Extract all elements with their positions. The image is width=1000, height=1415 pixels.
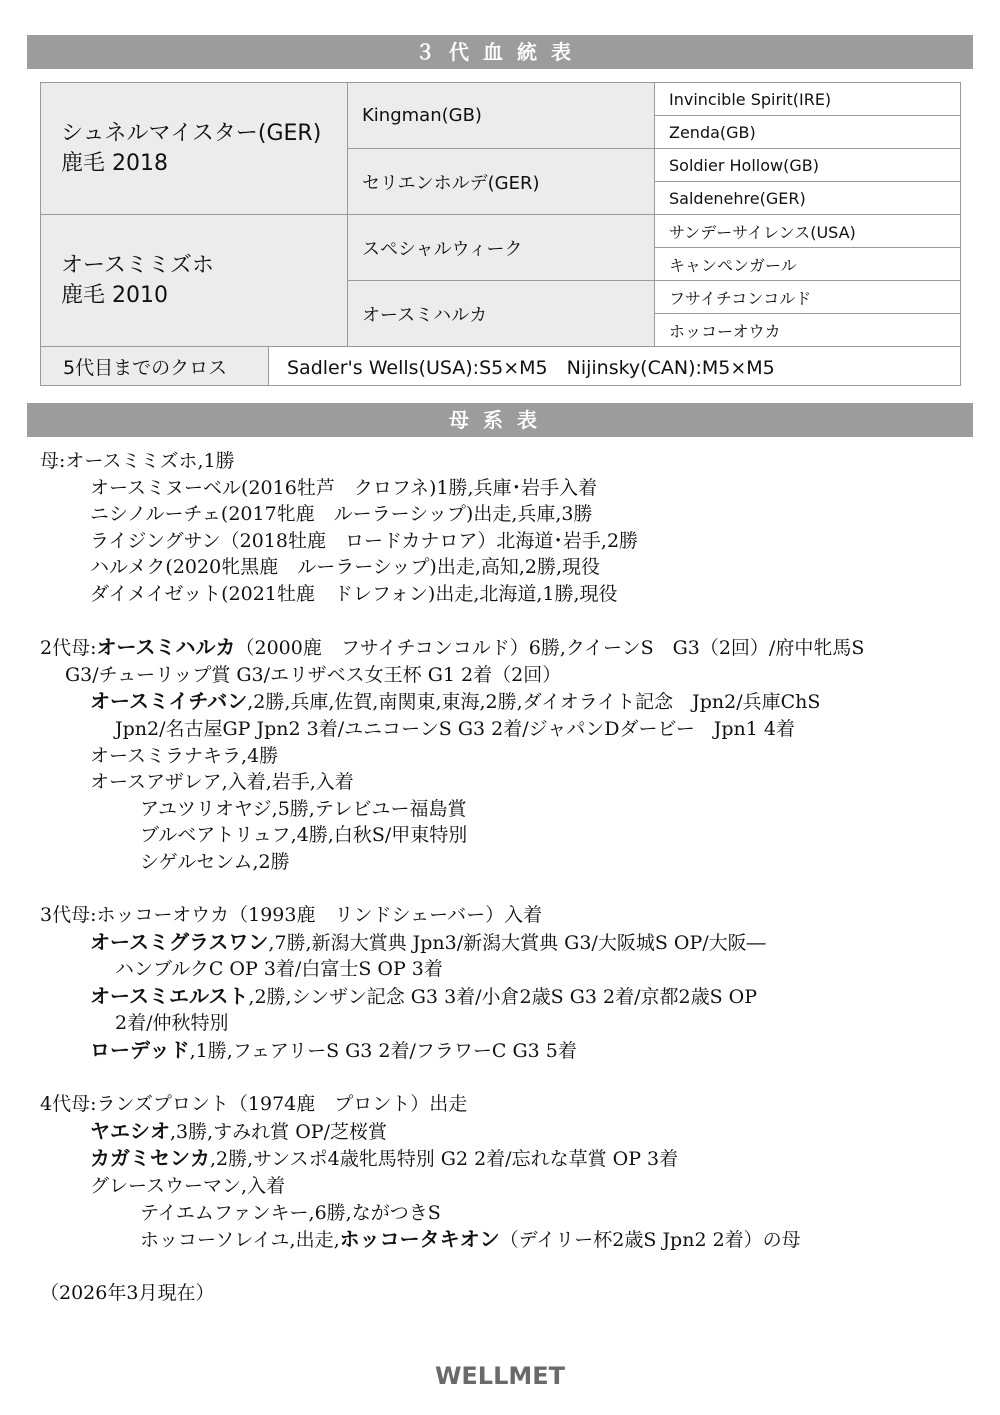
third-dam-offspring: [40, 1037, 970, 1065]
sire-cell: [41, 83, 348, 215]
sire-dam: セリエンホルデ(GER): [348, 149, 655, 215]
second-dam-offspring: [40, 688, 970, 716]
grand-offspring: ブルベアトリュフ,4勝,白秋S/甲東特別: [140, 824, 468, 847]
dam-offspring: ハルメク(2020牝黒鹿 ルーラーシップ)出走,高知,2勝,現役: [90, 556, 601, 579]
second-dam-offspring: オースミラナキラ,4勝: [90, 744, 279, 767]
third-dam-header: 3代母:ホッコーオウカ（1993鹿 リンドシェーバー）入着: [40, 904, 543, 927]
g3-ancestor: Invincible Spirit(IRE): [655, 83, 961, 116]
grand-offspring-record: ホッコーソレイユ,出走,: [140, 1229, 340, 1252]
offspring-record: ,2勝,シンザン記念 G3 3着/小倉2歳S G3 2着/京都2歳S OP: [248, 985, 757, 1008]
g3-ancestor: Saldenehre(GER): [655, 182, 961, 215]
dam-offspring: ニシノルーチェ(2017牝鹿 ルーラーシップ)出走,兵庫,3勝: [90, 503, 593, 526]
fourth-dam-header: 4代母:ランズプロント（1974鹿 プロント）出走: [40, 1093, 468, 1116]
dam-offspring: ダイメイゼット(2021牡鹿 ドレフォン)出走,北海道,1勝,現役: [90, 582, 618, 605]
cross-value: Sadler's Wells(USA):S5×M5 Nijinsky(CAN):M5×M5: [269, 347, 961, 386]
dam-dam: オースミハルカ: [348, 281, 655, 347]
second-dam-header: [40, 634, 970, 662]
third-dam-offspring: [40, 983, 970, 1011]
dam-cell: [41, 215, 348, 347]
offspring-name: ホッコータキオン: [339, 1227, 500, 1252]
cross-label: 5代目までのクロス: [41, 347, 269, 386]
sire-info: 鹿毛 2018: [61, 150, 168, 176]
grand-offspring: テイエムファンキー,6勝,ながつきS: [140, 1201, 441, 1224]
female-line-section-title: 母系表: [27, 403, 973, 437]
fourth-dam-offspring: [40, 1118, 970, 1146]
offspring-name: ヤエシオ: [90, 1118, 170, 1143]
second-dam-name: オースミハルカ: [96, 635, 236, 660]
grand-offspring: シゲルセンム,2勝: [140, 850, 290, 873]
pedigree-section-title: ３代血統表: [27, 35, 973, 69]
wellmet-logo: WELLMET: [434, 1362, 566, 1390]
dam-name: オースミミズホ: [61, 252, 214, 278]
female-line: [40, 448, 970, 1307]
second-dam-offspring: オースアザレア,入着,岩手,入着: [90, 771, 354, 794]
g3-ancestor: フサイチコンコルド: [655, 281, 961, 314]
second-dam-record-cont: G3/チューリップ賞 G3/エリザベス女王杯 G1 2着（2回）: [65, 663, 562, 686]
fourth-dam-offspring: [40, 1145, 970, 1173]
offspring-record: ,3勝,すみれ賞 OP/芝桜賞: [170, 1120, 387, 1143]
dam-offspring: ライジングサン（2018牡鹿 ロードカナロア）北海道･岩手,2勝: [90, 529, 639, 552]
offspring-record: （デイリー杯2歳S Jpn2 2着）の母: [499, 1229, 801, 1252]
fourth-dam-offspring: グレースウーマン,入着: [90, 1175, 286, 1198]
grand-offspring: [40, 1226, 970, 1254]
sire-sire: Kingman(GB): [348, 83, 655, 149]
generation-prefix: 2代母:: [40, 637, 97, 660]
offspring-record: ,7勝,新潟大賞典 Jpn3/新潟大賞典 G3/大阪城S OP/大阪―: [268, 931, 766, 954]
sire-name: シュネルマイスター(GER): [61, 120, 322, 146]
grand-offspring: アユツリオヤジ,5勝,テレビユー福島賞: [140, 797, 467, 820]
offspring-record-cont: Jpn2/名古屋GP Jpn2 3着/ユニコーンS G3 2着/ジャパンDダービー Jpn1 4着: [115, 717, 795, 740]
offspring-name: ローデッド: [90, 1038, 190, 1063]
second-dam-record: （2000鹿 フサイチコンコルド）6勝,クイーンS G3（2回）/府中牝馬S: [235, 637, 865, 660]
g3-ancestor: ホッコーオウカ: [655, 314, 961, 347]
offspring-name: オースミエルスト: [90, 983, 249, 1008]
offspring-name: オースミイチバン: [90, 689, 248, 714]
dam-info: 鹿毛 2010: [61, 282, 168, 308]
as-of-note: （2026年3月現在）: [40, 1282, 215, 1305]
offspring-name: カガミセンカ: [90, 1146, 210, 1171]
g3-ancestor: Zenda(GB): [655, 116, 961, 149]
offspring-name: オースミグラスワン: [90, 929, 269, 954]
offspring-record-cont: 2着/仲秋特別: [115, 1012, 229, 1035]
g3-ancestor: キャンペンガール: [655, 248, 961, 281]
g3-ancestor: Soldier Hollow(GB): [655, 149, 961, 182]
dam-header: 母:オースミミズホ,1勝: [40, 450, 235, 472]
pedigree-table: [40, 82, 961, 386]
dam-offspring: オースミヌーベル(2016牡芦 クロフネ)1勝,兵庫･岩手入着: [90, 476, 598, 499]
offspring-record: ,1勝,フェアリーS G3 2着/フラワーC G3 5着: [189, 1040, 577, 1063]
third-dam-offspring: [40, 929, 970, 957]
offspring-record: ,2勝,兵庫,佐賀,南関東,東海,2勝,ダイオライト記念 Jpn2/兵庫ChS: [247, 691, 821, 714]
offspring-record: ,2勝,サンスポ4歳牝馬特別 G2 2着/忘れな草賞 OP 3着: [210, 1148, 679, 1171]
g3-ancestor: サンデーサイレンス(USA): [655, 215, 961, 248]
offspring-record-cont: ハンブルクC OP 3着/白富士S OP 3着: [115, 958, 443, 981]
dam-sire: スペシャルウィーク: [348, 215, 655, 281]
